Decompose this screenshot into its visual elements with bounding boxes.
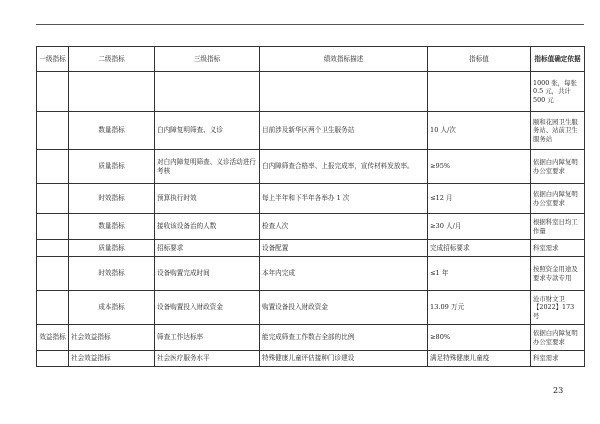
cell-second: 数量指标 xyxy=(69,214,155,240)
cell-second: 时效指标 xyxy=(69,257,155,291)
cell-basis: 科室需求 xyxy=(531,351,585,367)
cell-third: 社会医疗服务水平 xyxy=(155,351,260,367)
table-row xyxy=(37,150,585,184)
cell-first xyxy=(37,184,69,214)
cell-second: 成本指标 xyxy=(69,291,155,325)
cell-third: 设备购置完成时间 xyxy=(155,257,260,291)
cell-desc: 特殊健康儿童评估接种门诊建设 xyxy=(260,351,428,367)
table-row xyxy=(37,325,585,351)
cell-third: 白内障复明筛查、义诊 xyxy=(155,112,260,150)
cell-value: ≤12 月 xyxy=(428,184,531,214)
cell-desc: 检查人次 xyxy=(260,214,428,240)
cell-basis: 1000 张，每张 0.5 元，共计 500 元 xyxy=(531,72,585,112)
header-first-level: 一级指标 xyxy=(37,47,69,72)
cell-third: 接收该设备治的人数 xyxy=(155,214,260,240)
table-header-row xyxy=(37,47,585,72)
table-row xyxy=(37,72,585,112)
top-rule xyxy=(36,24,584,25)
cell-desc: 本年内完成 xyxy=(260,257,428,291)
cell-value: 10 人/次 xyxy=(428,112,531,150)
cell-third: 招标要求 xyxy=(155,240,260,257)
cell-first xyxy=(37,257,69,291)
cell-value: 完成招标要求 xyxy=(428,240,531,257)
cell-basis: 科室需求 xyxy=(531,240,585,257)
cell-first xyxy=(37,112,69,150)
cell-desc: 设备配置 xyxy=(260,240,428,257)
cell-second: 时效指标 xyxy=(69,184,155,214)
header-basis: 指标值确定依据 xyxy=(531,47,585,72)
cell-basis: 按照资金用途及要求专款专用 xyxy=(531,257,585,291)
cell-first xyxy=(37,72,69,112)
cell-first xyxy=(37,351,69,367)
cell-first xyxy=(37,150,69,184)
cell-desc: 能完成筛查工作数占全部的比例 xyxy=(260,325,428,351)
header-value: 指标值 xyxy=(428,47,531,72)
cell-desc: 目前涉及新华区两个卫生服务站 xyxy=(260,112,428,150)
cell-second: 质量指标 xyxy=(69,150,155,184)
cell-second xyxy=(69,72,155,112)
table-row xyxy=(37,112,585,150)
cell-first xyxy=(37,214,69,240)
cell-value: 13.09 万元 xyxy=(428,291,531,325)
cell-second: 社会效益指标 xyxy=(69,351,155,367)
cell-basis: 根据科室日均工作量 xyxy=(531,214,585,240)
cell-value: ≤1 年 xyxy=(428,257,531,291)
cell-third: 设备购置投入财政资金 xyxy=(155,291,260,325)
cell-basis: 依据白内障复明办公室要求 xyxy=(531,325,585,351)
table-row xyxy=(37,184,585,214)
cell-first xyxy=(37,240,69,257)
cell-desc: 每上半年和下半年各举办 1 次 xyxy=(260,184,428,214)
cell-value: ≥30 人/月 xyxy=(428,214,531,240)
cell-desc xyxy=(260,72,428,112)
table-row xyxy=(37,257,585,291)
cell-first: 效益指标 xyxy=(37,325,69,351)
cell-second: 社会效益指标 xyxy=(69,325,155,351)
cell-first xyxy=(37,291,69,325)
cell-value: ≥95% xyxy=(428,150,531,184)
header-third-level: 三级指标 xyxy=(155,47,260,72)
cell-third: 对白内障复明筛查、义诊活动进行考核 xyxy=(155,150,260,184)
table-row xyxy=(37,291,585,325)
cell-second: 数量指标 xyxy=(69,112,155,150)
cell-desc: 白内障筛查合格率、上报完成率，宣传材料发放率。 xyxy=(260,150,428,184)
cell-value: ≥80% xyxy=(428,325,531,351)
cell-basis: 颐和花园卫生服务站、站前卫生服务站 xyxy=(531,112,585,150)
page-number: 23 xyxy=(553,386,564,395)
cell-second: 质量指标 xyxy=(69,240,155,257)
cell-desc: 购置设备投入财政资金 xyxy=(260,291,428,325)
cell-basis: 依据白内障复明办公室要求 xyxy=(531,184,585,214)
cell-value xyxy=(428,72,531,112)
cell-third xyxy=(155,72,260,112)
cell-third: 筛查工作达标率 xyxy=(155,325,260,351)
cell-value: 满足特殊健康儿童疫 xyxy=(428,351,531,367)
performance-indicator-table xyxy=(36,46,585,367)
table-row xyxy=(37,351,585,367)
cell-basis: 沧市财文卫【2022】173 号 xyxy=(531,291,585,325)
header-second-level: 二级指标 xyxy=(69,47,155,72)
cell-third: 预算执行时效 xyxy=(155,184,260,214)
cell-basis: 依据白内障复明办公室要求 xyxy=(531,150,585,184)
table-row xyxy=(37,240,585,257)
table-row xyxy=(37,214,585,240)
header-description: 绩效指标描述 xyxy=(260,47,428,72)
